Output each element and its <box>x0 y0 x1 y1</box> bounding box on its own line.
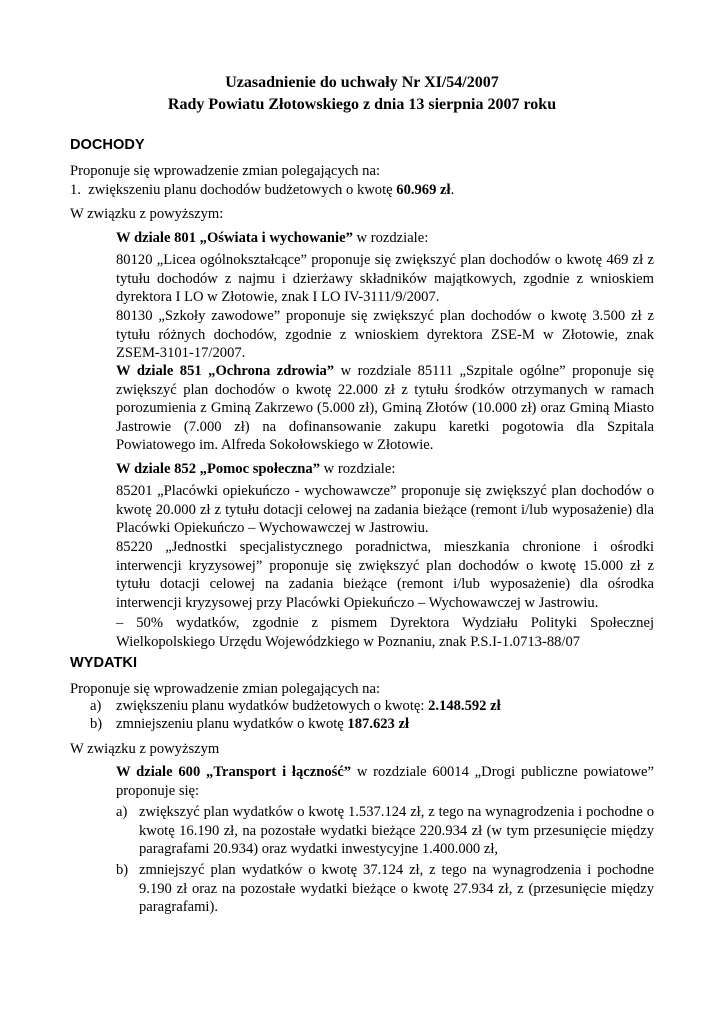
paragraph-80130: 80130 „Szkoły zawodowe” proponuje się zwiększyć plan dochodów o kwotę 3.500 zł z tytułu różnych dochodów, zgodnie z wnioskiem dyrektora ZSE-M w Złotowie, znak ZSEM-3101-17/2007. <box>116 308 654 362</box>
item-amount: 60.969 zł <box>396 182 451 198</box>
item-text: zmniejszyć plan wydatków o kwotę 37.124 zł, z tego na wynagrodzenia i pochodne 9.190 zł oraz na pozostałe wydatki bieżące o kwotę 27.934 zł, z (przesunięcie między paragrafami). <box>139 862 654 916</box>
wydatki-item-b <box>90 715 654 734</box>
list-marker: 1. <box>70 182 81 198</box>
wydatki-intro: Proponuje się wprowadzenie zmian polegających na: <box>70 681 381 697</box>
item-text: zwiększeniu planu dochodów budżetowych o kwotę <box>88 182 397 198</box>
dzial-852-heading <box>116 460 395 478</box>
item-text: zmniejszeniu planu wydatków o kwotę <box>116 716 348 732</box>
item-amount: 187.623 zł <box>347 716 410 732</box>
dzial-600-paragraph <box>116 763 654 800</box>
document-title-line-1: Uzasadnienie do uchwały Nr XI/54/2007 <box>225 74 499 91</box>
wydatki-item-a <box>90 697 654 716</box>
dochody-intro: Proponuje się wprowadzenie zmian polegających na: <box>70 163 381 179</box>
dzial-852-rest: w rozdziale: <box>320 461 396 477</box>
list-marker: b) <box>90 716 103 732</box>
dzial-801-rest: w rozdziale: <box>352 230 429 246</box>
dzial-801-heading <box>116 229 428 247</box>
dzial-801-bold: W dziale 801 „Oświata i wychowanie” <box>116 230 353 246</box>
item-amount: 2.148.592 zł <box>428 698 501 714</box>
dzial-851-rest: w rozdziale 85111 „Szpitale ogólne” proponuje się zwiększyć plan dochodów o kwotę 22.000 zł z tytułu środków otrzymanych w ramach porozumienia z Gminą Zakrzewo (5.000 zł), Gminą Złotów (10.000 zł) oraz Gminą Miasto Jastrowie (7.000 zł) na dofinansowanie zakupu karetki pogotowia dla Szpitala Powiatowego im. Alfreda Sokołowskiego w Złotowie. <box>116 363 654 454</box>
list-marker: a) <box>116 804 128 820</box>
section-heading-wydatki: WYDATKI <box>70 655 138 671</box>
section-heading-dochody: DOCHODY <box>70 137 145 153</box>
item-end: . <box>450 182 455 198</box>
paragraph-50-percent: – 50% wydatków, zgodnie z pismem Dyrektora Wydziału Polityki Społecznej Wielkopolskiego Urzędu Wojewódzkiego w Poznaniu, znak P.S.I-1.0713-88/07 <box>116 615 654 650</box>
dzial-600-bold: W dziale 600 „Transport i łączność” <box>116 764 352 780</box>
dzial-600-item-b <box>116 861 654 917</box>
dzial-851-bold: W dziale 851 „Ochrona zdrowia” <box>116 363 335 379</box>
paragraph-85201: 85201 „Placówki opiekuńczo - wychowawcze” proponuje się zwiększyć plan dochodów o kwotę 20.000 zł z tytułu dotacji celowej na zadania bieżące (remont i/lub wyposażenie) dla Placówki Opiekuńczo – Wychowawczej w Jastrowiu. <box>116 483 654 537</box>
dochody-item-1 <box>70 181 454 199</box>
dzial-600-item-a <box>116 803 654 859</box>
list-marker: b) <box>116 862 129 878</box>
dzial-851-paragraph <box>116 362 654 455</box>
paragraph-80120: 80120 „Licea ogólnokształcące” proponuje się zwiększyć plan dochodów o kwotę 469 zł z tytułu dochodów z najmu i dzierżawy składników majątkowych, zgodnie z wnioskiem dyrektora I LO w Złotowie, znak I LO IV-3111/9/2007. <box>116 252 654 306</box>
paragraph-85220: 85220 „Jednostki specjalistycznego poradnictwa, mieszkania chronione i ośrodki interwencji kryzysowej” proponuje się zwiększyć plan dochodów o kwotę 15.000 zł z tytułu dotacji celowej na zadania bieżące (remont i/lub wyposażenie) dla ośrodka interwencji kryzysowej przy Placówki Opiekuńczo – Wychowawczej w Jastrowiu. <box>116 539 654 611</box>
list-marker: a) <box>90 698 102 714</box>
item-text: zwiększeniu planu wydatków budżetowych o kwotę: <box>116 698 429 714</box>
dzial-852-bold: W dziale 852 „Pomoc społeczna” <box>116 461 321 477</box>
dochody-wzwiazku: W związku z powyższym: <box>70 206 224 222</box>
item-text: zwiększyć plan wydatków o kwotę 1.537.124 zł, z tego na wynagrodzenia i pochodne o kwotę 16.190 zł, na pozostałe wydatki bieżące 220.934 zł (w tym przesunięcie między paragrafami 20.934) oraz wydatki inwestycyjne 1.400.000 zł, <box>139 804 654 858</box>
document-title-line-2: Rady Powiatu Złotowskiego z dnia 13 sierpnia 2007 roku <box>167 96 557 113</box>
wydatki-wzwiazku: W związku z powyższym <box>70 741 220 757</box>
dzial-600-rest: w rozdziale 60014 „Drogi publiczne powiatowe” proponuje się: <box>116 764 654 799</box>
